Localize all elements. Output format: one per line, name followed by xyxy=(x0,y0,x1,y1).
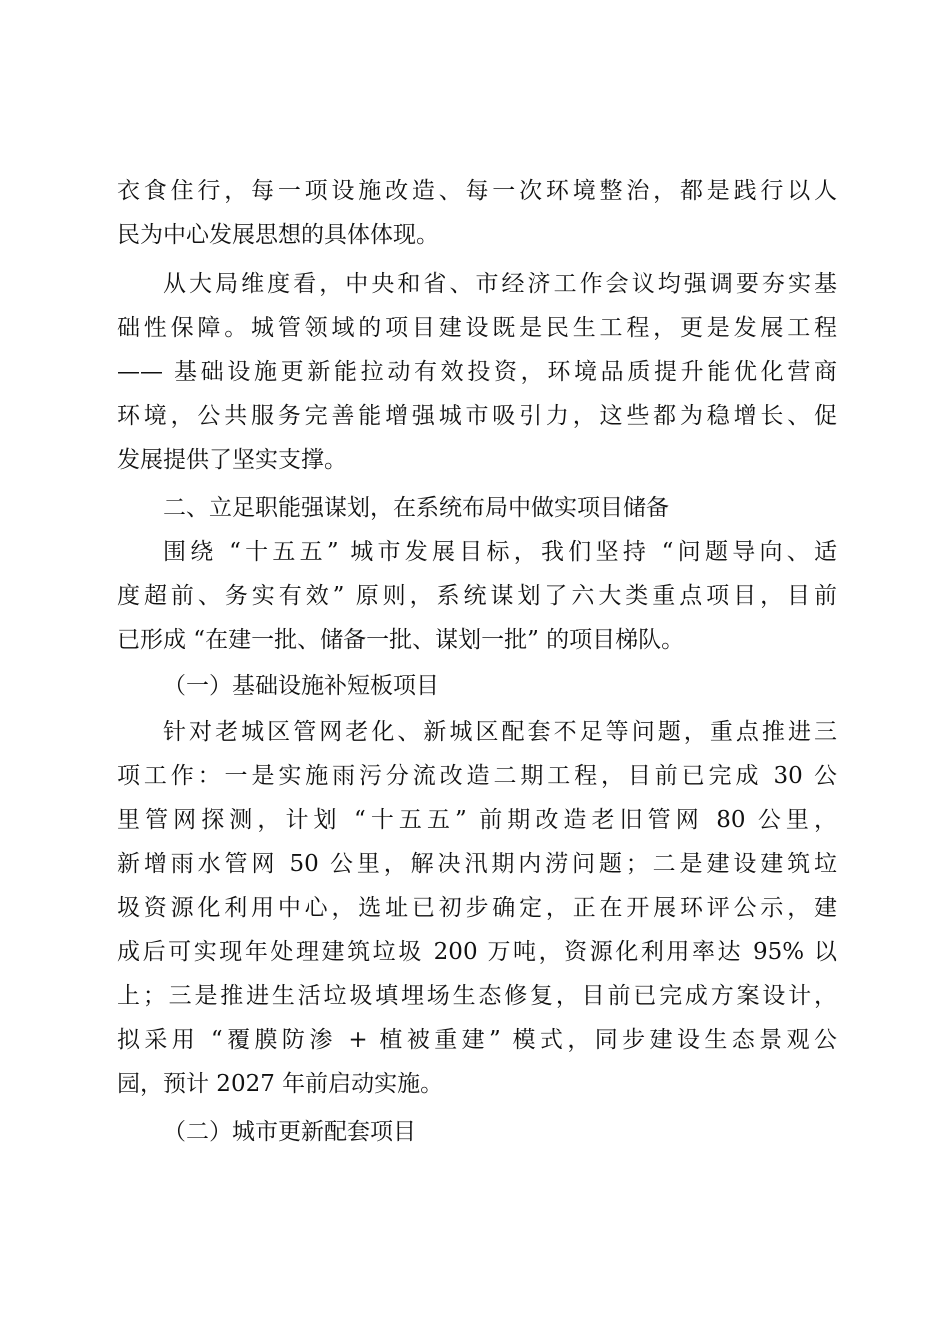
subsection-heading: （一）基础设施补短板项目 xyxy=(163,673,439,699)
paragraph-line: 度超前、务实有效” 原则，系统谋划了六大类重点项目，目前 xyxy=(117,583,837,609)
paragraph-line: 针对老城区管网老化、新城区配套不足等问题，重点推进三 xyxy=(163,719,837,745)
paragraph-line: 成后可实现年处理建筑垃圾 200 万吨，资源化利用率达 95% 以 xyxy=(117,939,837,965)
paragraph-line: 项工作：一是实施雨污分流改造二期工程，目前已完成 30 公 xyxy=(117,763,837,789)
paragraph-line: 拟采用 “覆膜防渗 + 植被重建” 模式，同步建设生态景观公 xyxy=(117,1027,837,1053)
paragraph-line: 里管网探测，计划 “十五五” 前期改造老旧管网 80 公里， xyxy=(117,807,837,833)
paragraph-line: 民为中心发展思想的具体体现。 xyxy=(117,222,439,248)
section-heading: 二、立足职能强谋划，在系统布局中做实项目储备 xyxy=(163,495,669,521)
paragraph-line: 已形成 “在建一批、储备一批、谋划一批” 的项目梯队。 xyxy=(117,627,685,653)
paragraph-line: 圾资源化利用中心，选址已初步确定，正在开展环评公示，建 xyxy=(117,895,837,921)
paragraph-line: 上；三是推进生活垃圾填埋场生态修复，目前已完成方案设计， xyxy=(117,983,837,1009)
paragraph-line: 础性保障。城管领域的项目建设既是民生工程，更是发展工程 xyxy=(117,315,837,341)
paragraph-line: 发展提供了坚实支撑。 xyxy=(117,447,347,473)
paragraph-line: 园，预计 2027 年前启动实施。 xyxy=(117,1071,444,1097)
paragraph-line: 围绕 “十五五” 城市发展目标，我们坚持 “问题导向、适 xyxy=(163,539,837,565)
paragraph-line: 新增雨水管网 50 公里，解决汛期内涝问题；二是建设建筑垃 xyxy=(117,851,837,877)
subsection-heading: （二）城市更新配套项目 xyxy=(163,1119,416,1145)
paragraph-line: 环境，公共服务完善能增强城市吸引力，这些都为稳增长、促 xyxy=(117,403,837,429)
paragraph-line: —— 基础设施更新能拉动有效投资，环境品质提升能优化营商 xyxy=(117,359,837,385)
paragraph-line: 从大局维度看，中央和省、市经济工作会议均强调要夯实基 xyxy=(163,271,837,297)
paragraph-line: 衣食住行，每一项设施改造、每一次环境整治，都是践行以人 xyxy=(117,178,837,204)
